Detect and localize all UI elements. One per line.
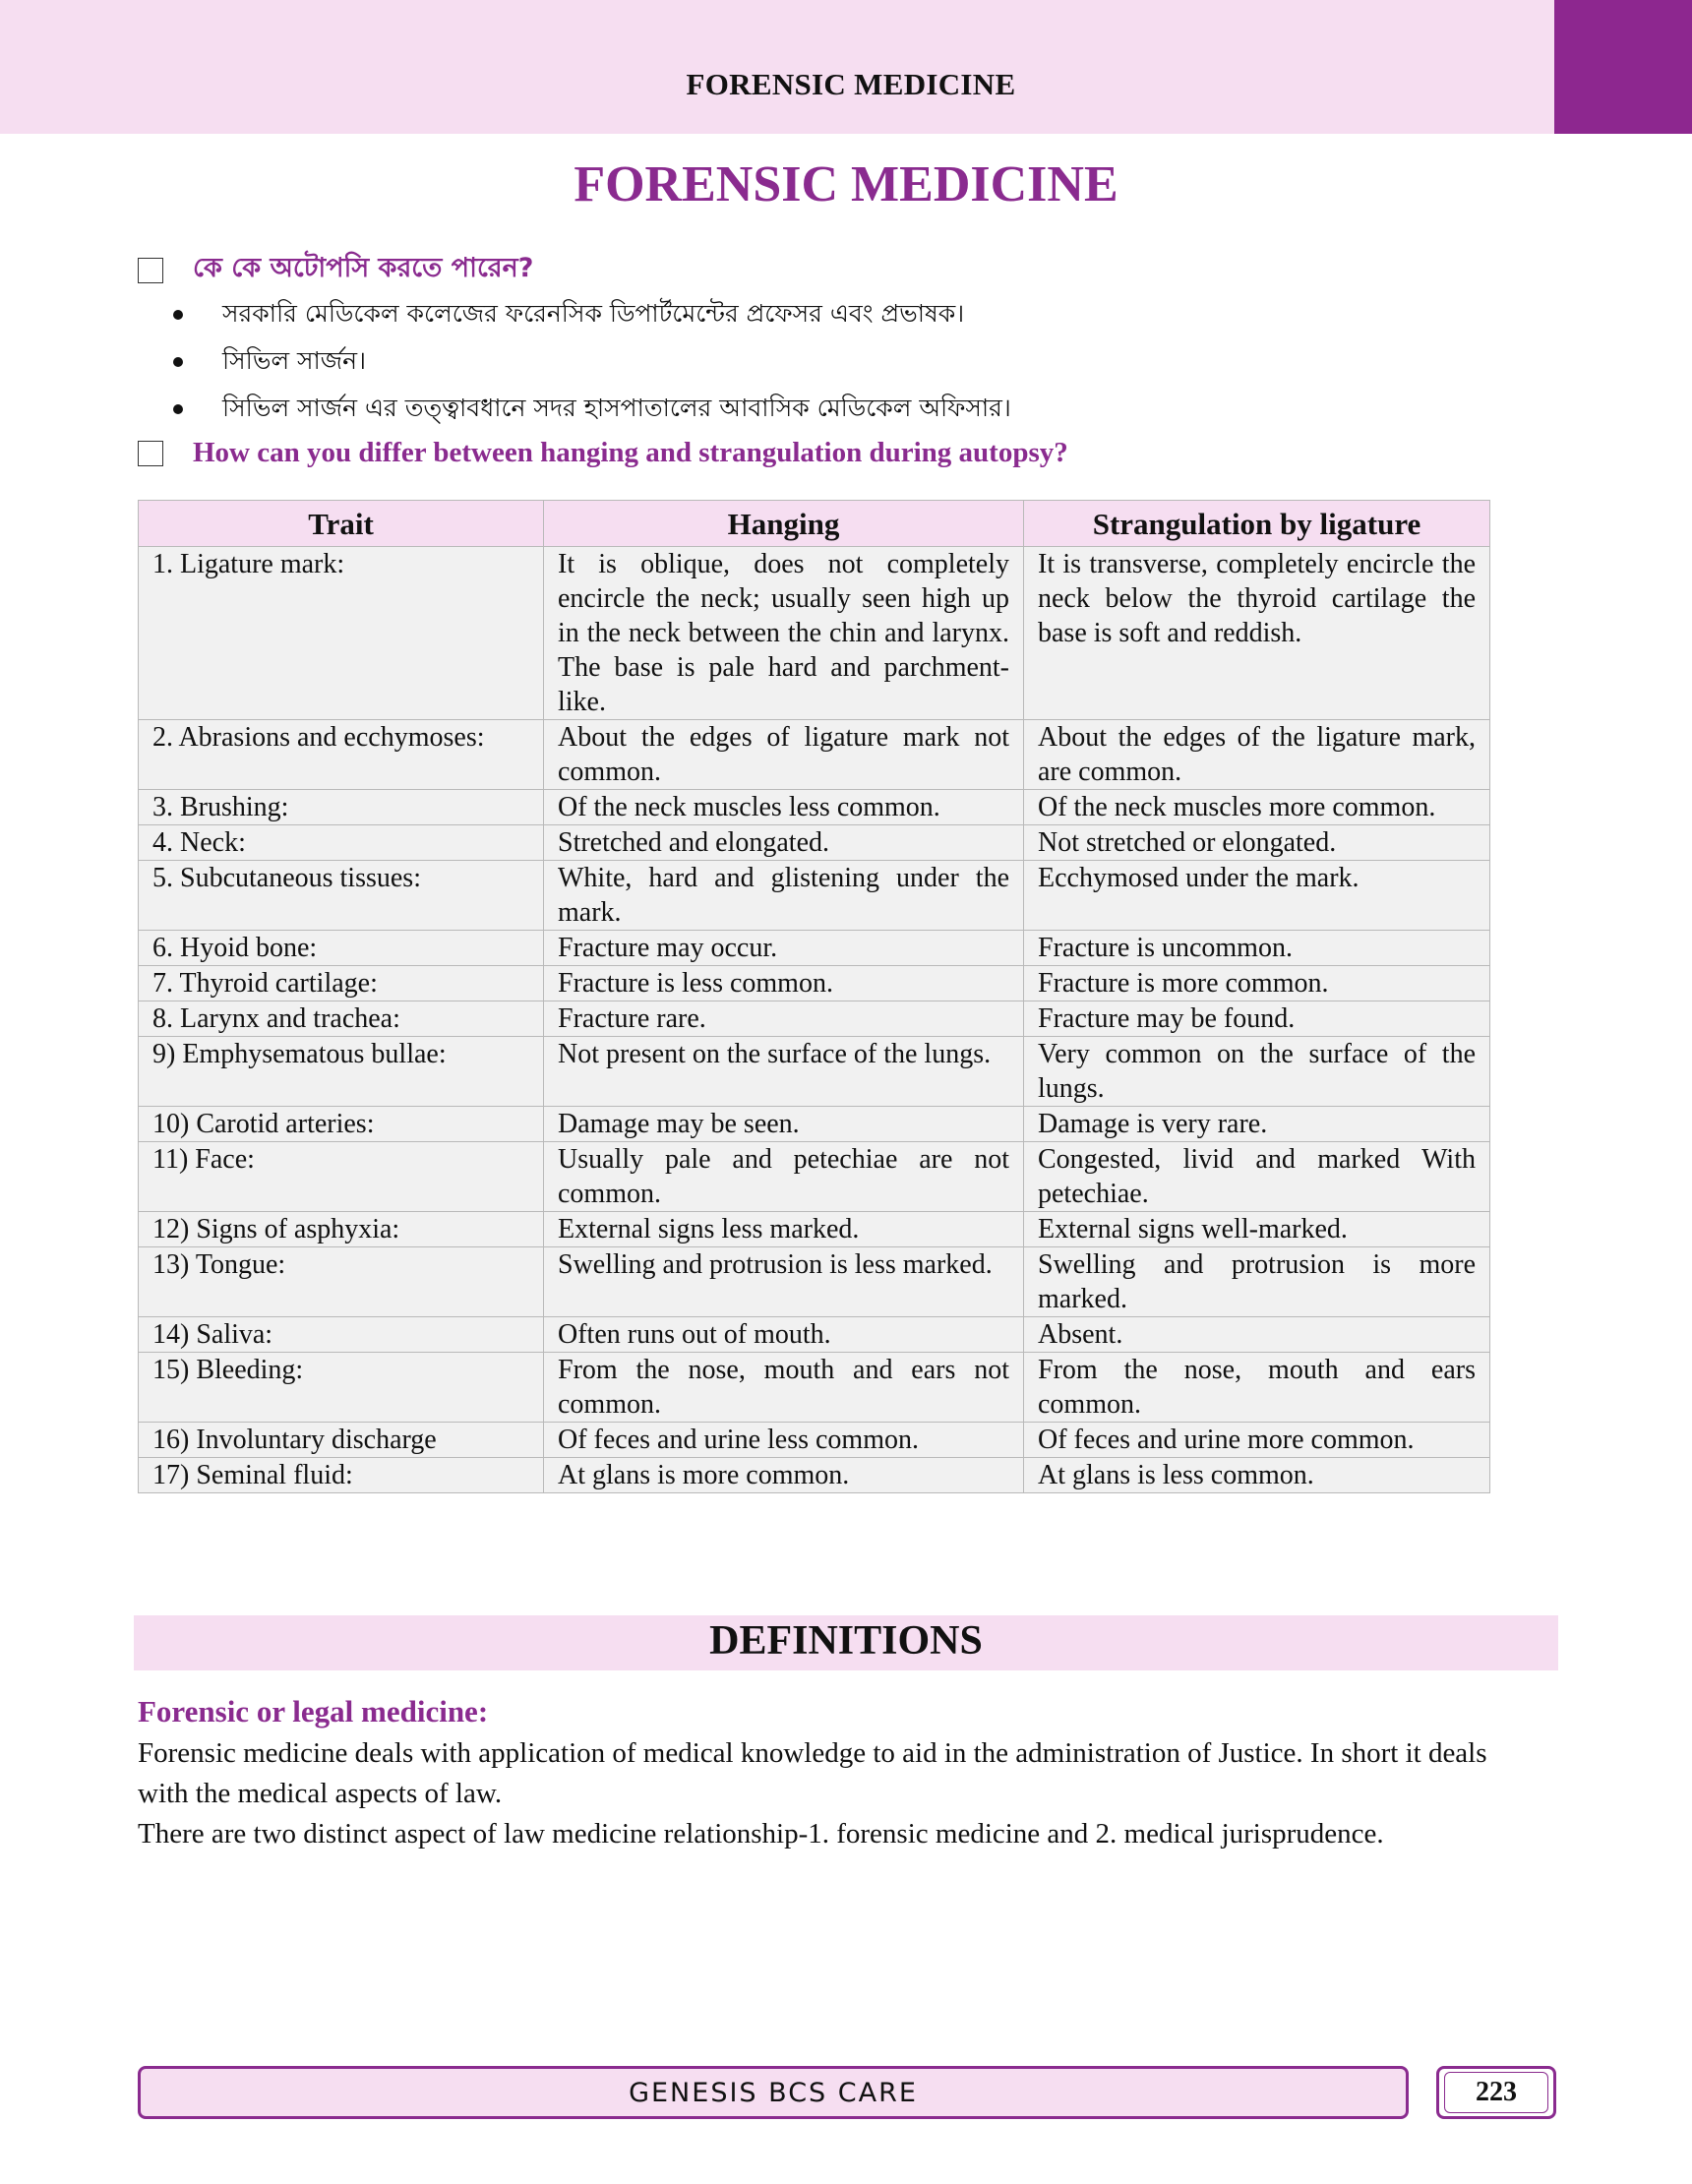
cell-hanging: Of the neck muscles less common.: [544, 790, 1024, 825]
cell-hanging: Fracture is less common.: [544, 966, 1024, 1001]
cell-hanging: Damage may be seen.: [544, 1107, 1024, 1142]
list-item: সিভিল সার্জন।: [173, 338, 1011, 386]
bullet-icon: [173, 404, 183, 414]
checkbox-bullet-icon: [138, 441, 163, 466]
table-row: [139, 1353, 1490, 1423]
cell-strangulation: From the nose, mouth and ears common.: [1024, 1353, 1490, 1423]
table-row: [139, 1001, 1490, 1037]
question-text: কে কে অটোপসি করতে পারেন?: [193, 253, 534, 283]
cell-hanging: External signs less marked.: [544, 1212, 1024, 1247]
cell-strangulation: External signs well-marked.: [1024, 1212, 1490, 1247]
cell-strangulation: Fracture is uncommon.: [1024, 931, 1490, 966]
cell-hanging: Stretched and elongated.: [544, 825, 1024, 861]
question-text: How can you differ between hanging and strangulation during autopsy?: [193, 437, 1068, 468]
table-row: [139, 1317, 1490, 1353]
cell-strangulation: At glans is less common.: [1024, 1458, 1490, 1493]
cell-trait: 7. Thyroid cartilage:: [139, 966, 544, 1001]
bullet-icon: [173, 310, 183, 320]
table-row: [139, 1212, 1490, 1247]
cell-trait: 6. Hyoid bone:: [139, 931, 544, 966]
table-row: [139, 825, 1490, 861]
autopsy-list: [173, 291, 1011, 433]
header-trait: Trait: [139, 501, 544, 547]
definition-paragraph: There are two distinct aspect of law medicine relationship-1. forensic medicine and 2. medical jurisprudence.: [138, 1818, 1384, 1850]
page-number-box: [1436, 2066, 1556, 2119]
question-autopsy: [138, 248, 533, 292]
table-row: [139, 1458, 1490, 1493]
cell-hanging: Of feces and urine less common.: [544, 1423, 1024, 1458]
table-row: [139, 931, 1490, 966]
cell-hanging: It is oblique, does not completely encircle the neck; usually seen high up in the neck between the chin and larynx. The base is pale hard and parchment-like.: [544, 547, 1024, 720]
cell-strangulation: Very common on the surface of the lungs.: [1024, 1037, 1490, 1107]
table-row: [139, 547, 1490, 720]
header-hanging: Hanging: [544, 501, 1024, 547]
cell-strangulation: Absent.: [1024, 1317, 1490, 1353]
table-row: [139, 1247, 1490, 1317]
cell-hanging: Not present on the surface of the lungs.: [544, 1037, 1024, 1107]
cell-trait: 12) Signs of asphyxia:: [139, 1212, 544, 1247]
cell-strangulation: Not stretched or elongated.: [1024, 825, 1490, 861]
bullet-icon: [173, 357, 183, 367]
cell-trait: 5. Subcutaneous tissues:: [139, 861, 544, 931]
cell-trait: 10) Carotid arteries:: [139, 1107, 544, 1142]
cell-hanging: From the nose, mouth and ears not common.: [544, 1353, 1024, 1423]
page-title: FORENSIC MEDICINE: [574, 156, 1118, 212]
cell-trait: 1. Ligature mark:: [139, 547, 544, 720]
checkbox-bullet-icon: [138, 258, 163, 283]
header-strangulation: Strangulation by ligature: [1024, 501, 1490, 547]
cell-trait: 13) Tongue:: [139, 1247, 544, 1317]
cell-trait: 14) Saliva:: [139, 1317, 544, 1353]
cell-trait: 17) Seminal fluid:: [139, 1458, 544, 1493]
cell-strangulation: It is transverse, completely encircle the neck below the thyroid cartilage the base is soft and reddish.: [1024, 547, 1490, 720]
cell-hanging: White, hard and glistening under the mark.: [544, 861, 1024, 931]
cell-strangulation: About the edges of the ligature mark, are common.: [1024, 720, 1490, 790]
cell-strangulation: Fracture is more common.: [1024, 966, 1490, 1001]
cell-trait: 8. Larynx and trachea:: [139, 1001, 544, 1037]
table-row: [139, 1423, 1490, 1458]
question-hanging-vs-strangulation: [138, 437, 1068, 469]
list-item: সিভিল সার্জন এর তত্ত্বাবধানে সদর হাসপাতালের আবাসিক মেডিকেল অফিসার।: [173, 386, 1011, 433]
table-row: [139, 1142, 1490, 1212]
cell-strangulation: Of feces and urine more common.: [1024, 1423, 1490, 1458]
footer-brand-text: GENESIS BCS CARE: [629, 2077, 918, 2108]
list-item: সরকারি মেডিকেল কলেজের ফরেনসিক ডিপার্টমেন্টের প্রফেসর এবং প্রভাষক।: [173, 291, 1011, 338]
definition-paragraph: Forensic medicine deals with application of medical knowledge to aid in the administration of Justice. In short it deals with the medical aspects of law.: [138, 1737, 1487, 1809]
table-row: [139, 1037, 1490, 1107]
definitions-title: DEFINITIONS: [709, 1618, 983, 1664]
cell-trait: 4. Neck:: [139, 825, 544, 861]
cell-strangulation: Ecchymosed under the mark.: [1024, 861, 1490, 931]
cell-strangulation: Fracture may be found.: [1024, 1001, 1490, 1037]
cell-trait: 11) Face:: [139, 1142, 544, 1212]
table-body: [139, 547, 1490, 1493]
cell-hanging: About the edges of ligature mark not common.: [544, 720, 1024, 790]
table-row: [139, 720, 1490, 790]
cell-hanging: Fracture may occur.: [544, 931, 1024, 966]
cell-strangulation: Swelling and protrusion is more marked.: [1024, 1247, 1490, 1317]
cell-trait: 9) Emphysematous bullae:: [139, 1037, 544, 1107]
page-number: 223: [1444, 2072, 1548, 2113]
comparison-table: [138, 500, 1490, 1493]
cell-strangulation: Of the neck muscles more common.: [1024, 790, 1490, 825]
cell-hanging: At glans is more common.: [544, 1458, 1024, 1493]
cell-hanging: Fracture rare.: [544, 1001, 1024, 1037]
footer-brand: [138, 2066, 1409, 2119]
cell-hanging: Usually pale and petechiae are not common.: [544, 1142, 1024, 1212]
cell-hanging: Often runs out of mouth.: [544, 1317, 1024, 1353]
cell-hanging: Swelling and protrusion is less marked.: [544, 1247, 1024, 1317]
running-header: FORENSIC MEDICINE: [686, 67, 1016, 101]
cell-strangulation: Damage is very rare.: [1024, 1107, 1490, 1142]
table-row: [139, 966, 1490, 1001]
cell-trait: 16) Involuntary discharge: [139, 1423, 544, 1458]
table-row: [139, 790, 1490, 825]
table-row: [139, 861, 1490, 931]
cell-strangulation: Congested, livid and marked With petechiae.: [1024, 1142, 1490, 1212]
cell-trait: 2. Abrasions and ecchymoses:: [139, 720, 544, 790]
definition-subheading: Forensic or legal medicine:: [138, 1694, 489, 1729]
table-row: [139, 1107, 1490, 1142]
cell-trait: 3. Brushing:: [139, 790, 544, 825]
table-header-row: [139, 501, 1490, 547]
cell-trait: 15) Bleeding:: [139, 1353, 544, 1423]
